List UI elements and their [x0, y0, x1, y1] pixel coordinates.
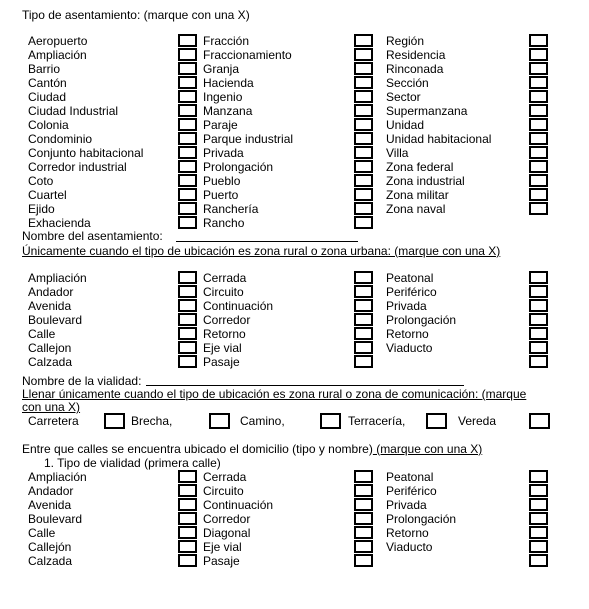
option-checkbox[interactable]: [178, 62, 197, 75]
settlement-option-label: Ejido: [28, 202, 55, 216]
option-checkbox[interactable]: [529, 90, 548, 103]
option-checkbox[interactable]: [178, 526, 197, 539]
settlement-col-1: [28, 34, 143, 230]
road-option-label: Pasaje: [203, 355, 240, 369]
option-terraceria-label: Terracería,: [348, 414, 406, 428]
settlement-option-label: Corredor industrial: [28, 160, 127, 174]
road-option-label: Peatonal: [386, 271, 434, 285]
option-checkbox[interactable]: [354, 118, 373, 131]
option-checkbox[interactable]: [354, 202, 373, 215]
settlement-option-label: Conjunto habitacional: [28, 146, 144, 160]
option-checkbox[interactable]: [178, 313, 197, 326]
option-checkbox[interactable]: [354, 526, 373, 539]
road-col-1: [28, 271, 87, 369]
option-checkbox[interactable]: [354, 146, 373, 159]
settlement-col-2: [203, 34, 293, 230]
road-option-label: Callejon: [28, 341, 72, 355]
option-checkbox[interactable]: [178, 202, 197, 215]
road-option-label: Avenida: [28, 299, 72, 313]
settlement-option-label: Privada: [203, 146, 244, 160]
option-checkbox[interactable]: [529, 498, 548, 511]
settlement-option-label: Colonia: [28, 118, 69, 132]
road-option-label: Corredor: [203, 313, 251, 327]
option-checkbox[interactable]: [178, 174, 197, 187]
settlement-option-label: Rancho: [203, 216, 245, 230]
option-checkbox[interactable]: [354, 76, 373, 89]
option-vereda-checkbox[interactable]: [529, 413, 550, 429]
option-checkbox[interactable]: [354, 470, 373, 483]
option-checkbox[interactable]: [529, 285, 548, 298]
option-checkbox[interactable]: [354, 299, 373, 312]
road-checkbox-col-1: [178, 271, 197, 369]
settlement-option-label: Pueblo: [203, 174, 241, 188]
option-checkbox[interactable]: [529, 341, 548, 354]
option-checkbox[interactable]: [178, 484, 197, 497]
road-name-field[interactable]: [146, 385, 464, 386]
option-checkbox[interactable]: [529, 526, 548, 539]
option-checkbox[interactable]: [529, 355, 548, 368]
road-option-label: Eje vial: [203, 341, 242, 355]
street-option-label: Boulevard: [28, 512, 83, 526]
option-checkbox[interactable]: [354, 34, 373, 47]
settlement-option-label: Ciudad Industrial: [28, 104, 119, 118]
option-brecha-checkbox[interactable]: [209, 413, 230, 429]
street-option-label: Viaducto: [386, 540, 433, 554]
rural-road-title-2: con una X): [22, 400, 81, 414]
settlement-option-label: Aeropuerto: [28, 34, 88, 48]
settlement-option-label: Villa: [386, 146, 409, 160]
road-option-label: Ampliación: [28, 271, 87, 285]
settlement-option-label: Unidad habitacional: [386, 132, 492, 146]
street-option-label: Privada: [386, 498, 427, 512]
option-checkbox[interactable]: [178, 512, 197, 525]
option-checkbox[interactable]: [354, 355, 373, 368]
settlement-option-label: Puerto: [203, 188, 239, 202]
settlement-option-label: Sector: [386, 90, 421, 104]
rural-road-title-1: Llenar únicamente cuando el tipo de ubicación es zona rural o zona de comunicación: (marque: [22, 387, 527, 401]
settlement-option-label: Cantón: [28, 76, 67, 90]
settlement-option-label: Unidad: [386, 118, 425, 132]
street-option-label: Eje vial: [203, 540, 242, 554]
option-checkbox[interactable]: [529, 299, 548, 312]
settlement-option-label: Zona industrial: [386, 174, 465, 188]
option-checkbox[interactable]: [178, 540, 197, 553]
street-option-label: Retorno: [386, 526, 429, 540]
street-col-3: [386, 470, 456, 554]
street-option-label: Callejón: [28, 540, 72, 554]
option-brecha-label: Brecha,: [131, 414, 173, 428]
road-option-label: Calle: [28, 327, 56, 341]
option-checkbox[interactable]: [178, 160, 197, 173]
option-camino-label: Camino,: [240, 414, 285, 428]
settlement-type-title: Tipo de asentamiento: (marque con una X): [22, 8, 250, 22]
street-option-label: Calzada: [28, 554, 73, 568]
settlement-col-3: [386, 34, 491, 216]
road-option-label: Viaducto: [386, 341, 433, 355]
road-option-label: Circuito: [203, 285, 244, 299]
option-checkbox[interactable]: [178, 216, 197, 229]
settlement-option-label: Ingenio: [203, 90, 243, 104]
option-checkbox[interactable]: [354, 554, 373, 567]
option-checkbox[interactable]: [529, 48, 548, 61]
street-option-label: Avenida: [28, 498, 72, 512]
option-checkbox[interactable]: [178, 327, 197, 340]
option-checkbox[interactable]: [354, 188, 373, 201]
settlement-option-label: Supermanzana: [386, 104, 468, 118]
option-checkbox[interactable]: [354, 512, 373, 525]
street-option-label: Pasaje: [203, 554, 240, 568]
option-checkbox[interactable]: [354, 327, 373, 340]
settlement-checkbox-col-2: [354, 34, 373, 230]
option-checkbox[interactable]: [178, 498, 197, 511]
settlement-option-label: Residencia: [386, 48, 446, 62]
option-checkbox[interactable]: [354, 484, 373, 497]
street-option-label: Ampliación: [28, 470, 87, 484]
option-checkbox[interactable]: [529, 271, 548, 284]
between-streets-title: [22, 442, 482, 456]
option-checkbox[interactable]: [178, 34, 197, 47]
settlement-option-label: Zona militar: [386, 188, 449, 202]
option-checkbox[interactable]: [178, 132, 197, 145]
street-option-label: Calle: [28, 526, 56, 540]
settlement-checkbox-col-3: [529, 34, 548, 216]
settlement-option-label: Hacienda: [203, 76, 254, 90]
option-checkbox[interactable]: [354, 174, 373, 187]
street-option-label: Periférico: [386, 484, 437, 498]
option-checkbox[interactable]: [354, 160, 373, 173]
settlement-option-label: Coto: [28, 174, 54, 188]
settlement-option-label: Ampliación: [28, 48, 87, 62]
option-terraceria-checkbox[interactable]: [426, 413, 447, 429]
option-checkbox[interactable]: [178, 188, 197, 201]
option-checkbox[interactable]: [178, 146, 197, 159]
option-checkbox[interactable]: [354, 271, 373, 284]
street-option-label: Andador: [28, 484, 74, 498]
settlement-option-label: Condominio: [28, 132, 93, 146]
settlement-option-label: Fracción: [203, 34, 250, 48]
settlement-option-label: Rinconada: [386, 62, 444, 76]
settlement-option-label: Granja: [203, 62, 240, 76]
between-streets-title-mark: (marque con una X): [372, 442, 483, 456]
option-checkbox[interactable]: [354, 90, 373, 103]
option-checkbox[interactable]: [529, 62, 548, 75]
option-checkbox[interactable]: [529, 174, 548, 187]
street-col-2: [203, 470, 273, 568]
settlement-option-label: Región: [386, 34, 425, 48]
road-option-label: Prolongación: [386, 313, 457, 327]
option-carretera-label: Carretera: [28, 414, 79, 428]
road-option-label: Andador: [28, 285, 74, 299]
settlement-option-label: Parque industrial: [203, 132, 294, 146]
option-checkbox[interactable]: [529, 146, 548, 159]
street-option-label: Continuación: [203, 498, 274, 512]
road-name-label: Nombre de la vialidad:: [22, 374, 142, 388]
street-option-label: Corredor: [203, 512, 251, 526]
street-checkbox-col-3: [529, 470, 548, 568]
road-col-2: [203, 271, 273, 369]
option-checkbox[interactable]: [354, 285, 373, 298]
settlement-option-label: Ranchería: [203, 202, 259, 216]
option-checkbox[interactable]: [354, 48, 373, 61]
option-checkbox[interactable]: [178, 554, 197, 567]
settlement-option-label: Exhacienda: [28, 216, 91, 230]
option-checkbox[interactable]: [529, 512, 548, 525]
settlement-name-field[interactable]: [176, 241, 358, 242]
road-option-label: Continuación: [203, 299, 274, 313]
road-option-label: Calzada: [28, 355, 73, 369]
option-camino-checkbox[interactable]: [320, 413, 341, 429]
street-checkbox-col-2: [354, 470, 373, 568]
option-checkbox[interactable]: [354, 132, 373, 145]
road-option-label: Privada: [386, 299, 427, 313]
option-checkbox[interactable]: [178, 271, 197, 284]
street-option-label: Diagonal: [203, 526, 251, 540]
option-checkbox[interactable]: [354, 62, 373, 75]
settlement-option-label: Prolongación: [203, 160, 274, 174]
option-checkbox[interactable]: [529, 188, 548, 201]
road-option-label: Periférico: [386, 285, 437, 299]
option-checkbox[interactable]: [529, 327, 548, 340]
option-checkbox[interactable]: [529, 313, 548, 326]
option-checkbox[interactable]: [178, 104, 197, 117]
option-checkbox[interactable]: [354, 498, 373, 511]
option-vereda-label: Vereda: [458, 414, 497, 428]
street-option-label: Circuito: [203, 484, 244, 498]
option-checkbox[interactable]: [529, 202, 548, 215]
street-col-1: [28, 470, 87, 568]
road-type-title: Únicamente cuando el tipo de ubicación es zona rural o zona urbana: (marque con una X): [22, 244, 501, 258]
option-checkbox[interactable]: [354, 313, 373, 326]
option-checkbox[interactable]: [529, 132, 548, 145]
settlement-option-label: Zona naval: [386, 202, 446, 216]
road-col-3: [386, 271, 456, 355]
road-option-label: Cerrada: [203, 271, 247, 285]
first-street-subtitle: 1. Tipo de vialidad (primera calle): [44, 456, 221, 470]
option-checkbox[interactable]: [354, 104, 373, 117]
option-checkbox[interactable]: [178, 48, 197, 61]
option-checkbox[interactable]: [178, 341, 197, 354]
street-option-label: Prolongación: [386, 512, 457, 526]
settlement-option-label: Fraccionamiento: [203, 48, 292, 62]
road-checkbox-col-2: [354, 271, 373, 369]
settlement-option-label: Cuartel: [28, 188, 67, 202]
option-checkbox[interactable]: [178, 470, 197, 483]
option-checkbox[interactable]: [178, 285, 197, 298]
settlement-option-label: Manzana: [203, 104, 253, 118]
option-checkbox[interactable]: [529, 118, 548, 131]
option-checkbox[interactable]: [529, 76, 548, 89]
option-checkbox[interactable]: [529, 34, 548, 47]
option-checkbox[interactable]: [178, 76, 197, 89]
road-checkbox-col-3: [529, 271, 548, 369]
road-option-label: Boulevard: [28, 313, 83, 327]
option-checkbox[interactable]: [178, 118, 197, 131]
road-option-label: Retorno: [386, 327, 429, 341]
street-option-label: Cerrada: [203, 470, 247, 484]
street-option-label: Peatonal: [386, 470, 434, 484]
settlement-checkbox-col-1: [178, 34, 197, 230]
settlement-option-label: Paraje: [203, 118, 238, 132]
settlement-option-label: Zona federal: [386, 160, 454, 174]
settlement-option-label: Ciudad: [28, 90, 67, 104]
option-checkbox[interactable]: [529, 104, 548, 117]
option-checkbox[interactable]: [529, 484, 548, 497]
option-checkbox[interactable]: [178, 90, 197, 103]
option-checkbox[interactable]: [529, 470, 548, 483]
settlement-option-label: Sección: [386, 76, 429, 90]
between-streets-title-text: Entre que calles se encuentra ubicado el domicilio (tipo y nombre): [22, 442, 373, 456]
option-checkbox[interactable]: [178, 299, 197, 312]
option-checkbox[interactable]: [354, 540, 373, 553]
road-option-label: Retorno: [203, 327, 246, 341]
option-checkbox[interactable]: [354, 341, 373, 354]
settlement-name-label: Nombre del asentamiento:: [22, 229, 163, 243]
option-carretera-checkbox[interactable]: [104, 413, 125, 429]
option-checkbox[interactable]: [529, 160, 548, 173]
option-checkbox[interactable]: [354, 216, 373, 229]
option-checkbox[interactable]: [178, 355, 197, 368]
option-checkbox[interactable]: [529, 554, 548, 567]
option-checkbox[interactable]: [529, 540, 548, 553]
settlement-option-label: Barrio: [28, 62, 61, 76]
street-checkbox-col-1: [178, 470, 197, 568]
